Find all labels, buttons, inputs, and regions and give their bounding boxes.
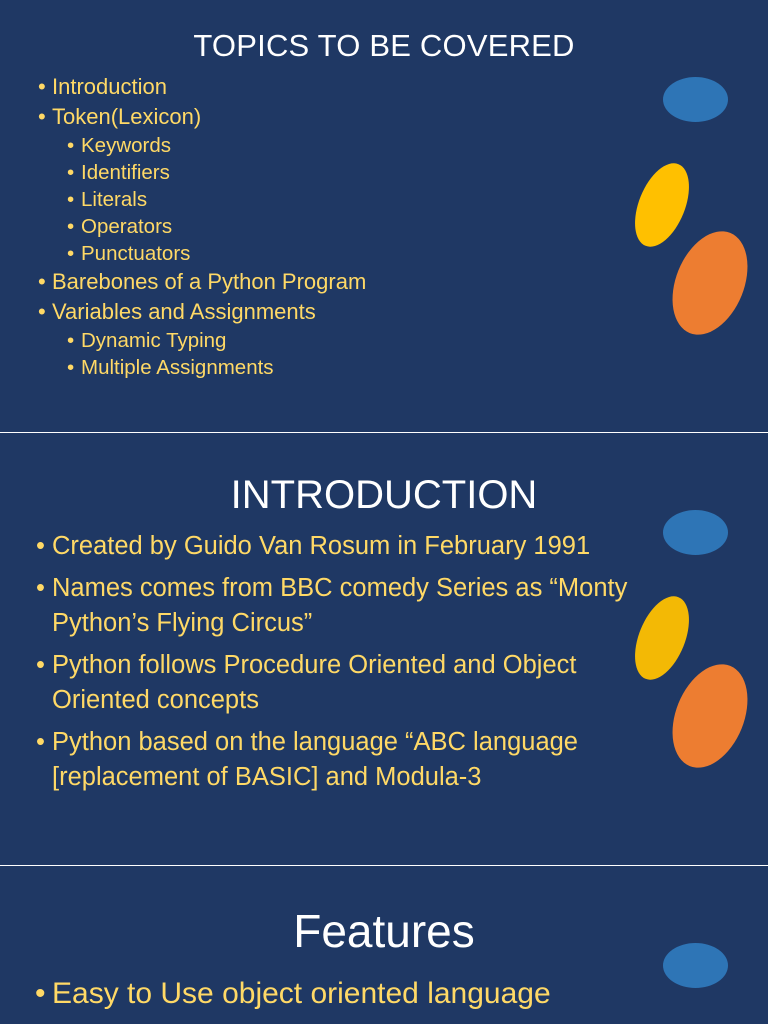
list-item-text-continued: [replacement of BASIC] and Modula-3 [52,763,482,791]
bullet-glyph: • [38,299,46,324]
bullet-glyph: • [36,574,45,602]
list-item-text: Created by Guido Van Rosum in February 1991 [52,532,591,560]
bullet-glyph: • [36,532,45,560]
list-item-text: Operators [81,215,173,238]
sub-list-item [67,327,366,354]
features-list [35,974,551,1014]
list-item-text: Literals [81,188,148,211]
list-item-text: Keywords [81,134,172,157]
list-item-text: Variables and Assignments [52,299,316,324]
slide-introduction [0,433,768,865]
bullet-glyph: • [36,728,45,756]
list-item-text: Punctuators [81,242,191,265]
sub-list-item [67,354,366,381]
sub-list-item [67,213,366,240]
yellow-oval-shape [624,156,700,255]
bullet-glyph: • [67,242,75,265]
list-item-text: Python follows Procedure Oriented and Object [52,651,577,679]
bullet-glyph: • [38,74,46,99]
blue-oval-shape [663,943,728,988]
topics-list [38,72,367,381]
bullet-glyph: • [67,134,75,157]
list-item-text-continued: Python’s Flying Circus” [52,609,313,637]
sub-list-item [67,240,366,267]
list-item-text: Dynamic Typing [81,329,227,352]
list-item-text: Python based on the language “ABC language [52,728,578,756]
slide-features [0,866,768,1024]
bullet-glyph: • [67,215,75,238]
list-item [36,529,627,564]
sub-list-item [67,132,366,159]
list-item [36,725,627,795]
slide-title: INTRODUCTION [230,473,538,517]
list-item [35,974,551,1014]
list-item-text: Token(Lexicon) [52,104,202,129]
bullet-glyph: • [35,977,46,1010]
bullet-glyph: • [36,651,45,679]
bullet-glyph: • [38,269,46,294]
list-item [38,102,366,132]
sub-list-item [67,159,366,186]
orange-oval-shape [658,653,762,779]
bullet-glyph: • [67,329,75,352]
slide-title: Features [293,905,475,957]
list-item-text-continued: Oriented concepts [52,686,259,714]
sub-list-item [67,186,366,213]
list-item-text: Multiple Assignments [81,356,274,379]
bullet-glyph: • [67,356,75,379]
list-item [36,648,627,718]
slide-title: TOPICS TO BE COVERED [193,28,575,63]
slide-topics [0,0,768,432]
blue-oval-shape [663,510,728,555]
list-item-text: Introduction [52,74,167,99]
bullet-glyph: • [38,104,46,129]
list-item-text: Names comes from BBC comedy Series as “Monty [52,574,628,602]
orange-oval-shape [658,220,762,346]
bullet-glyph: • [67,161,75,184]
bullet-glyph: • [67,188,75,211]
list-item-text: Barebones of a Python Program [52,269,367,294]
list-item [38,72,366,102]
list-item [38,267,367,297]
list-item [38,297,366,327]
yellow-oval-shape [624,589,700,688]
list-item [36,571,628,641]
list-item-text: Identifiers [81,161,170,184]
blue-oval-shape [663,77,728,122]
introduction-list [36,529,628,802]
list-item-text: Easy to Use object oriented language [52,977,551,1010]
